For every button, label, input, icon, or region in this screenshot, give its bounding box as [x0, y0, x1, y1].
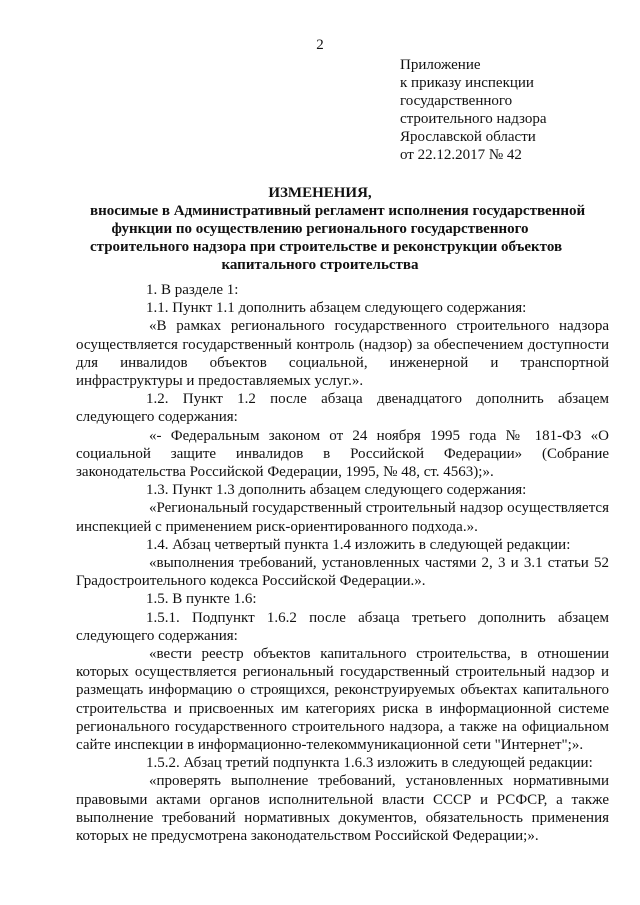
document-body	[76, 281, 609, 845]
document-title: ИЗМЕНЕНИЯ,	[268, 185, 372, 201]
quoted-paragraph: «- Федеральным законом от 24 ноября 1995 года № 181-ФЗ «О социальной защите инвалидов в Российской Федерации» (Собрание законодательства Российской Федерации, 1995, № 48, ст. 4563);».	[76, 427, 609, 481]
paragraph: 1.5. В пункте 1.6:	[146, 591, 257, 608]
quoted-paragraph: «Региональный государственный строительный надзор осуществляется инспекцией с применением риск-ориентированного подхода.».	[76, 500, 609, 535]
appendix-line: от 22.12.2017 № 42	[400, 147, 522, 163]
quoted-paragraph: «вести реестр объектов капитального строительства, в отношении которых осуществляется региональный государственный строительный надзор и размещать информацию о строящихся, реконструируемых объектах капитального строительства и присвоенных им категориях риска в информационной системе регионального государственного строительного надзора, а также на официальном сайте инспекции в информационно-телекоммуникационной сети "Интернет";».	[76, 646, 609, 754]
appendix-header	[400, 56, 630, 164]
document-subtitle-line: строительного надзора при строительстве и реконструкции объектов	[90, 239, 563, 255]
quoted-paragraph: «выполнения требований, установленных частями 2, 3 и 3.1 статьи 52 Градостроительного кодекса Российской Федерации.».	[76, 555, 609, 590]
paragraph: 1.2. Пункт 1.2 после абзаца двенадцатого дополнить абзацем следующего содержания:	[76, 391, 609, 426]
paragraph: 1. В разделе 1:	[146, 282, 239, 298]
document-subtitle-line: вносимые в Административный регламент исполнения государственной	[90, 203, 586, 219]
paragraph: 1.1. Пункт 1.1 дополнить абзацем следующего содержания:	[146, 300, 527, 317]
appendix-line: к приказу инспекции	[400, 75, 534, 91]
quoted-paragraph: «В рамках регионального государственного строительного надзора осуществляется государственный контроль (надзор) за обеспечением доступности для инвалидов объектов социальной, инженерной и транспортной инфраструктуры и предоставляемых услуг.».	[76, 318, 609, 390]
page-number: 2	[316, 37, 324, 53]
paragraph: 1.5.2. Абзац третий подпункта 1.6.3 изложить в следующей редакции:	[146, 755, 593, 772]
appendix-line: Ярославской области	[400, 129, 536, 145]
paragraph: 1.4. Абзац четвертый пункта 1.4 изложить в следующей редакции:	[146, 536, 571, 553]
quoted-paragraph: «проверять выполнение требований, установленных нормативными правовыми актами органов исполнительной власти СССР и РСФСР, а также выполнение требований нормативных документов, обязательность применения которых не предусмотрена законодательством Российской Федерации;».	[76, 773, 609, 845]
document-subtitle-line: функции по осуществлению регионального государственного	[111, 221, 529, 237]
paragraph: 1.3. Пункт 1.3 дополнить абзацем следующего содержания:	[146, 482, 527, 499]
document-title-block	[90, 184, 586, 274]
appendix-line: строительного надзора	[400, 111, 547, 127]
paragraph: 1.5.1. Подпункт 1.6.2 после абзаца третьего дополнить абзацем следующего содержания:	[76, 609, 609, 644]
document-subtitle-line: капитального строительства	[221, 257, 419, 273]
appendix-line: Приложение	[400, 57, 481, 73]
appendix-line: государственного	[400, 93, 513, 109]
